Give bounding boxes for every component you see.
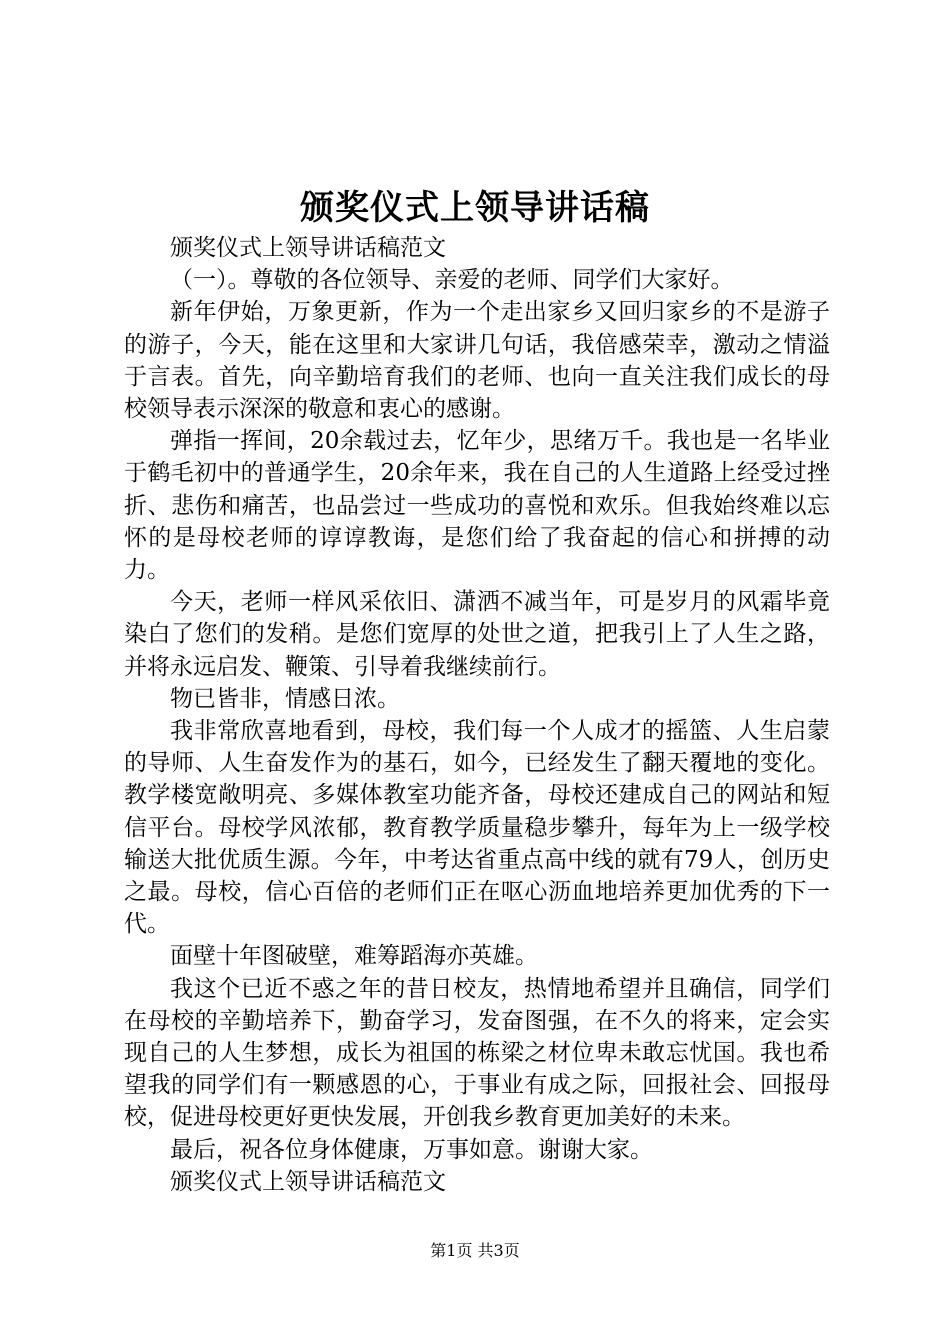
paragraph-opening: 新年伊始，万象更新，作为一个走出家乡又回归家乡的不是游子的游子，今天，能在这里和大家讲几句话，我倍感荣幸，激动之情溢于言表。首先，向辛勤培育我们的老师、也向一直关注我们成长的母校领导表示深深的敬意和衷心的感谢。 bbox=[124, 299, 830, 423]
page-footer: 第1页 共3页 bbox=[430, 1241, 520, 1260]
paragraph-school-changes: 我非常欣喜地看到，母校，我们每一个人成才的摇篮、人生启蒙的导师、人生奋发作为的基石，如今，已经发生了翻天覆地的变化。教学楼宽敞明亮、多媒体教室功能齐备，母校还建成自己的网站和短信平台。母校学风浓郁，教育教学质量稳步攀升，每年为上一级学校输送大批优质生源。今年，中考达省重点高中线的就有79人，创历史之最。母校，信心百倍的老师们正在呕心沥血地培养更加优秀的下一代。 bbox=[124, 718, 830, 938]
paragraph-memories: 弹指一挥间，20余载过去，忆年少，思绪万千。我也是一名毕业于鹤毛初中的普通学生，20余年来，我在自己的人生道路上经受过挫折、悲伤和痛苦，也品尝过一些成功的喜悦和欢乐。但我始终难以忘怀的是母校老师的谆谆教诲，是您们给了我奋起的信心和拼搏的动力。 bbox=[124, 428, 830, 584]
document-body bbox=[124, 232, 830, 1198]
paragraph-next-section: 颁奖仪式上领导讲话稿范文 bbox=[170, 1168, 446, 1195]
paragraph-short-1: 物已皆非，情感日浓。 bbox=[170, 685, 400, 712]
paragraph-subtitle: 颁奖仪式上领导讲话稿范文 bbox=[170, 235, 446, 261]
paragraph-closing: 最后，祝各位身体健康，万事如意。谢谢大家。 bbox=[170, 1136, 653, 1163]
paragraph-teachers: 今天，老师一样风采依旧、潇洒不减当年，可是岁月的风霜毕竟染白了您们的发稍。是您们宽厚的处世之道，把我引上了人生之路，并将永远启发、鞭策、引导着我继续前行。 bbox=[124, 589, 830, 680]
document-title: 颁奖仪式上领导讲话稿 bbox=[300, 188, 650, 228]
paragraph-hopes: 我这个已近不惑之年的昔日校友，热情地希望并且确信，同学们在母校的辛勤培养下，勤奋学习，发奋图强，在不久的将来，定会实现自己的人生梦想，成长为祖国的栋梁之材位卑未敢忘忧国。我也希望我的同学们有一颗感恩的心，于事业有成之际，回报社会、回报母校，促进母校更好更快发展，开创我乡教育更加美好的未来。 bbox=[124, 975, 830, 1131]
paragraph-short-2: 面壁十年图破壁，难筹蹈海亦英雄。 bbox=[170, 943, 538, 970]
paragraph-greeting: （一）。尊敬的各位领导、亲爱的老师、同学们大家好。 bbox=[170, 267, 734, 294]
